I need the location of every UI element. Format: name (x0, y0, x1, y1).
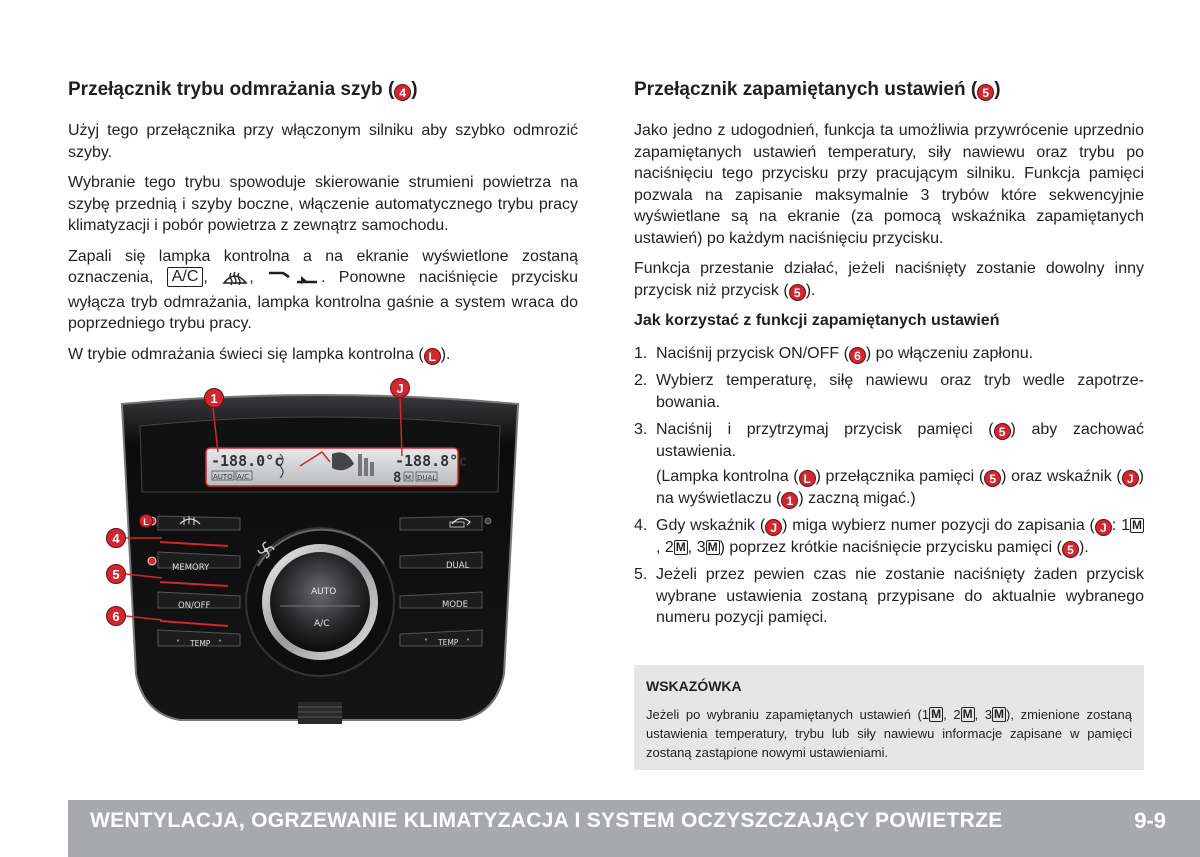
list-item: 5. Jeżeli przez pewien czas nie zostanie naciśnięty żaden przycisk wybrane ustawienia zostaną przypisane do aktualnie wybranego numeru pozycji pamięci. (634, 566, 1144, 626)
chapter-title: WENTYLACJA, OGRZEWANIE KLIMATYZACJA I SYSTEM OCZYSZCZAJĄCY POWIETRZE (90, 809, 1003, 832)
hint-box (634, 665, 1144, 770)
lcd-memory-m: M (405, 474, 412, 482)
memory-steps-list-continued (634, 515, 1144, 629)
onoff-button-label: ON/OFF (178, 601, 211, 611)
indicator-badge-l: L (424, 348, 441, 365)
memory-paragraph-2: Funkcja przestanie działać, jeżeli naciśnięty zostanie dowolny inny przycisk niż przycisk ( 5 ). (634, 260, 1144, 300)
climate-control-panel-illustration (100, 374, 540, 754)
defrost-section-heading: Przełącznik trybu odmrażania szyb ( 4 ) (68, 79, 418, 100)
callout-5: 5 (106, 564, 126, 584)
memory-howto-subheading: Jak korzystać z funkcji zapamiętanych ustawień (634, 312, 1000, 329)
lcd-auto: AUTO (213, 473, 233, 481)
lcd-ac: A/C (237, 473, 250, 481)
memory-button-label: MEMORY (172, 563, 210, 573)
windshield-defrost-icon (221, 267, 249, 292)
page-number: 9-9 (1134, 808, 1166, 833)
defrost-paragraph-3: Zapali się lampka kontrolna a na ekranie wyświetlone zostaną oznaczenia, A/C , , . Ponowne naciśnięcie przycisku wyłącza tryb odmrażania, lampka kontrolna gaśnie a system wraca do poprzedniego trybu pracy. (68, 247, 578, 332)
svg-text:˅: ˅ (424, 638, 428, 647)
callout-j: J (390, 378, 410, 398)
callout-4: 4 (106, 528, 126, 548)
air-vent-grille (298, 702, 342, 724)
list-item: 4. Gdy wskaźnik ( J ) miga wybierz numer pozycji do zapisania ( J : 1 M, 2 M , 3 M ) poprzez krótkie naciśnięcie przycisku pamięci ( 5 ). (634, 517, 1143, 557)
temp-left-button-label: TEMP (190, 639, 211, 648)
hint-title: WSKAZÓWKA (646, 678, 742, 694)
memory-section-heading: Przełącznik zapamiętanych ustawień ( 5 ) (634, 79, 1001, 100)
indicator-l-marker: L (139, 514, 153, 528)
dual-button-label: DUAL (446, 561, 470, 571)
svg-text:˅: ˅ (176, 639, 180, 648)
lcd-left-temp: -188.0°c (211, 452, 284, 470)
defrost-paragraph-4: W trybie odmrażania świeci się lampka kontrolna ( L ). (68, 345, 451, 364)
ac-symbol: A/C (167, 267, 204, 287)
callout-6: 6 (106, 606, 126, 626)
callout-1: 1 (204, 388, 224, 408)
left-column (68, 78, 578, 374)
memory-steps-list (634, 343, 1144, 463)
hint-text: Jeżeli po wybraniu zapamiętanych ustawień (1 M , 2 M , 3 M ), zmienione zostaną ustawienia temperatury, trybu lub siły nawiewu informacje zapisane w pamięci zostaną zastąpione nowymi ustawieniami. (646, 707, 1133, 760)
lcd-dual: DUAL (417, 474, 437, 482)
svg-text:˄: ˄ (466, 638, 470, 647)
lcd-memory-digit: 8 (393, 470, 402, 486)
mode-button-label: MODE (442, 600, 468, 610)
right-column (634, 78, 1144, 635)
airflow-direction-icon (267, 269, 321, 292)
step3-note: (Lampka kontrolna ( L ) przełącznika pamięci ( 5 ) oraz wskaźnik ( J ) na wyświetlaczu ( 1 ) zaczną migać.) (656, 468, 1144, 508)
defrost-paragraph-1: Użyj tego przełącznika przy włączonym silniku aby szybko odmrozić szyby. (68, 122, 578, 161)
list-item: 2. Wybierz temperaturę, siłę nawiewu oraz tryb wedle zapotrzebowania. (634, 372, 1144, 411)
knob-auto-label: AUTO (311, 587, 337, 597)
temp-right-button-label: TEMP (438, 638, 459, 647)
list-item: 3. Naciśnij i przytrzymaj przycisk pamięci ( 5 ) aby zachować ustawienia. (634, 421, 1144, 460)
list-item: 1. Naciśnij przycisk ON/OFF ( 6 ) po włączeniu zapłonu. (634, 344, 1034, 363)
lcd-right-temp: -188.8°c (395, 452, 468, 470)
memory-paragraph-1: Jako jedno z udogodnień, funkcja ta umożliwia przywrócenie uprzednio zapamiętanych ustawień temperatury, siły nawiewu oraz trybu po naciśnięciu tego przycisku przy pracującym silniku. Funkcja pamięci pozwala na zapisanie maksymalnie 3 trybów które sekwencyjnie wyświetlane są na ekranie (za pomocą wskaźnika zapamiętanych ustawień) po każdym naciśnięciu przycisku. (634, 122, 1144, 247)
svg-text:˄: ˄ (218, 639, 222, 648)
page-footer (68, 800, 1200, 857)
callout-badge-5: 5 (977, 84, 994, 101)
defrost-paragraph-2: Wybranie tego trybu spowoduje skierowanie strumieni powietrza na szybę przednią i szyby boczne, włączenie automatycznego trybu pracy klimatyzacji i pobór powietrza z zewnątrz samochodu. (68, 174, 578, 234)
callout-badge-4: 4 (394, 84, 411, 101)
knob-ac-label: A/C (314, 619, 330, 629)
